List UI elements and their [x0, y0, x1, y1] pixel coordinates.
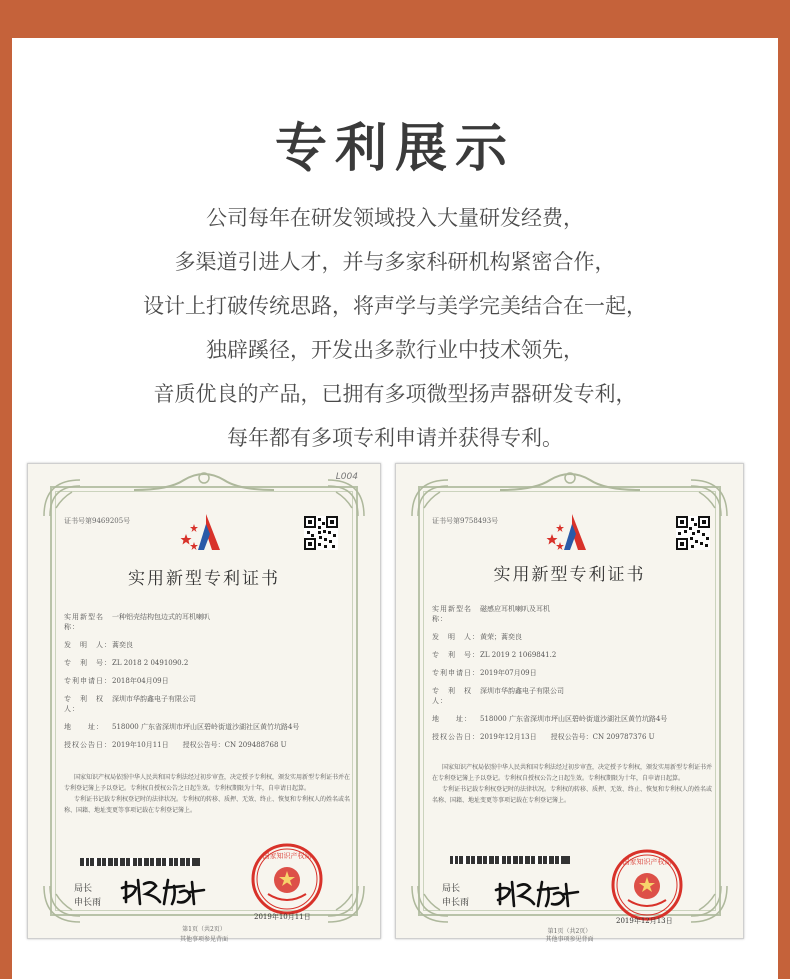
corner-ornament-icon	[689, 884, 729, 924]
signature-labels	[74, 882, 101, 910]
seal-date: 2019年10月11日	[254, 913, 311, 921]
field-label: 专利申请日：	[64, 677, 112, 685]
body-paragraph: 专利证书记载专利权登记时的法律状况。专利权的转移、质押、无效、终止、恢复和专利权人的姓名或名称、国籍、地址变更等事项记载在专利登记簿上。	[64, 796, 351, 814]
page-number: 第1页（共2页）	[547, 928, 592, 935]
field-value: 518000 广东省深圳市坪山区碧岭街道沙湖社区黄竹坑路4号	[480, 715, 668, 723]
field-value: 黄荣；蒿奕良	[480, 633, 522, 641]
border-crest-icon	[500, 468, 640, 496]
certificate-body	[64, 772, 350, 816]
field-row	[432, 686, 713, 706]
field-value: 深圳市华韵鑫电子有限公司	[480, 687, 564, 695]
footnote: 其他事项参见背面	[545, 936, 594, 943]
barcode-icon	[450, 856, 570, 864]
certificate-number: 证书号第9758493号	[432, 517, 499, 525]
field-row	[64, 694, 350, 714]
seal-text: 国家知识产权局	[262, 852, 312, 860]
field-row	[64, 658, 350, 668]
field-label: 专利申请日：	[432, 669, 480, 677]
field-row	[432, 650, 713, 660]
field-label: 专 利 权 人：	[432, 687, 480, 705]
body-paragraph: 国家知识产权局依照中华人民共和国专利法经过初步审查，决定授予专利权，颁发实用新型专利证书并在专利登记簿上予以登记。专利权自授权公告之日起生效。专利权期限为十年，自申请日起算。	[432, 764, 713, 782]
field-label: 实用新型名称：	[432, 605, 472, 623]
field-label: 发 明 人：	[432, 633, 480, 641]
official-seal	[610, 848, 684, 922]
intro-paragraph	[12, 196, 778, 460]
signature-name: 申长雨	[442, 898, 470, 908]
patent-certificate-2[interactable]	[395, 463, 744, 943]
intro-line: 音质优良的产品，已拥有多项微型扬声器研发专利，	[153, 382, 637, 406]
field-label: 专 利 号：	[432, 651, 480, 659]
official-seal	[250, 842, 324, 916]
intro-line: 多渠道引进人才，并与多家科研机构紧密合作，	[174, 250, 616, 274]
field-row	[64, 740, 350, 750]
field-label: 专 利 权 人：	[64, 695, 112, 713]
page-title: 专利展示	[274, 119, 515, 179]
field-row	[432, 604, 713, 624]
qr-code-icon	[304, 516, 338, 550]
field-row	[64, 722, 350, 732]
field-value: 2018年04月09日	[112, 677, 169, 685]
field-value: ZL 2019 2 1069841.2	[480, 651, 557, 659]
cnipa-logo-icon	[542, 510, 598, 554]
field-value: 一种铝壳结构包边式的耳机喇叭	[112, 613, 210, 621]
field-label: 授权公告日：	[64, 741, 112, 749]
field-label: 地 址：	[432, 715, 472, 723]
certificate-fields	[432, 604, 713, 750]
field-row	[432, 632, 713, 642]
field-row	[432, 714, 713, 724]
field-label: 实用新型名称：	[64, 613, 104, 631]
field-value: 蒿奕良	[112, 641, 133, 649]
corner-ornament-icon	[326, 478, 366, 518]
intro-line: 公司每年在研发领域投入大量研发经费，	[206, 206, 584, 230]
field-label: 专 利 号：	[64, 659, 112, 667]
field-row	[64, 676, 350, 686]
field-value: 2019年07月09日	[480, 669, 537, 677]
corner-ornament-icon	[42, 478, 82, 518]
signature-labels	[442, 882, 469, 910]
handwritten-signature	[494, 876, 584, 910]
field-row	[64, 612, 350, 632]
field-row	[432, 732, 713, 742]
barcode-icon	[80, 858, 200, 866]
certificate-title: 实用新型专利证书	[493, 565, 646, 585]
qr-code-icon	[676, 516, 710, 550]
field-row	[64, 640, 350, 650]
seal-text: 国家知识产权局	[622, 858, 672, 866]
certificate-title: 实用新型专利证书	[128, 569, 280, 589]
field-label: 授权公告日：	[432, 733, 480, 741]
patent-certificate-1[interactable]	[27, 463, 381, 943]
field-value: 2019年12月13日 授权公告号：CN 209787376 U	[480, 733, 655, 741]
field-value: ZL 2018 2 0491090.2	[112, 659, 189, 667]
body-paragraph: 专利证书记载专利权登记时的法律状况。专利权的转移、质押、无效、终止、恢复和专利权人的姓名或名称、国籍、地址变更等事项记载在专利登记簿上。	[432, 786, 713, 804]
field-value: 518000 广东省深圳市坪山区碧岭街道沙湖社区黄竹坑路4号	[112, 723, 300, 731]
intro-line: 每年都有多项专利申请并获得专利。	[227, 426, 563, 450]
certificate-number: 证书号第9469205号	[64, 517, 131, 525]
corner-ornament-icon	[326, 884, 366, 924]
field-label: 发 明 人：	[64, 641, 112, 649]
field-row	[432, 668, 713, 678]
corner-ornament-icon	[689, 478, 729, 518]
certificate-body	[432, 762, 713, 806]
footnote: 其他事项参见背面	[179, 936, 228, 943]
signature-title: 局长	[442, 884, 461, 894]
signature-title: 局长	[74, 884, 93, 894]
corner-ornament-icon	[410, 478, 450, 518]
cnipa-logo-icon	[176, 510, 232, 554]
intro-line: 设计上打破传统思路，将声学与美学完美结合在一起，	[143, 294, 647, 318]
field-value: 2019年10月11日 授权公告号：CN 209488768 U	[112, 741, 287, 749]
certificate-fields	[64, 612, 350, 758]
handwritten-signature	[120, 874, 210, 908]
border-crest-icon	[134, 468, 274, 496]
field-value: 磁感应耳机喇叭及耳机	[480, 605, 550, 613]
handwritten-mark: L004	[335, 472, 358, 482]
page-number: 第1页（共2页）	[182, 926, 226, 933]
seal-date: 2019年12月13日	[616, 917, 673, 925]
signature-name: 申长雨	[74, 898, 102, 908]
field-value: 深圳市华韵鑫电子有限公司	[112, 695, 196, 703]
intro-line: 独辟蹊径，开发出多款行业中技术领先，	[206, 338, 584, 362]
body-paragraph: 国家知识产权局依照中华人民共和国专利法经过初步审查，决定授予专利权，颁发实用新型专利证书并在专利登记簿上予以登记。专利权自授权公告之日起生效。专利权期限为十年，自申请日起算。	[64, 774, 351, 792]
field-label: 地 址：	[64, 723, 104, 731]
